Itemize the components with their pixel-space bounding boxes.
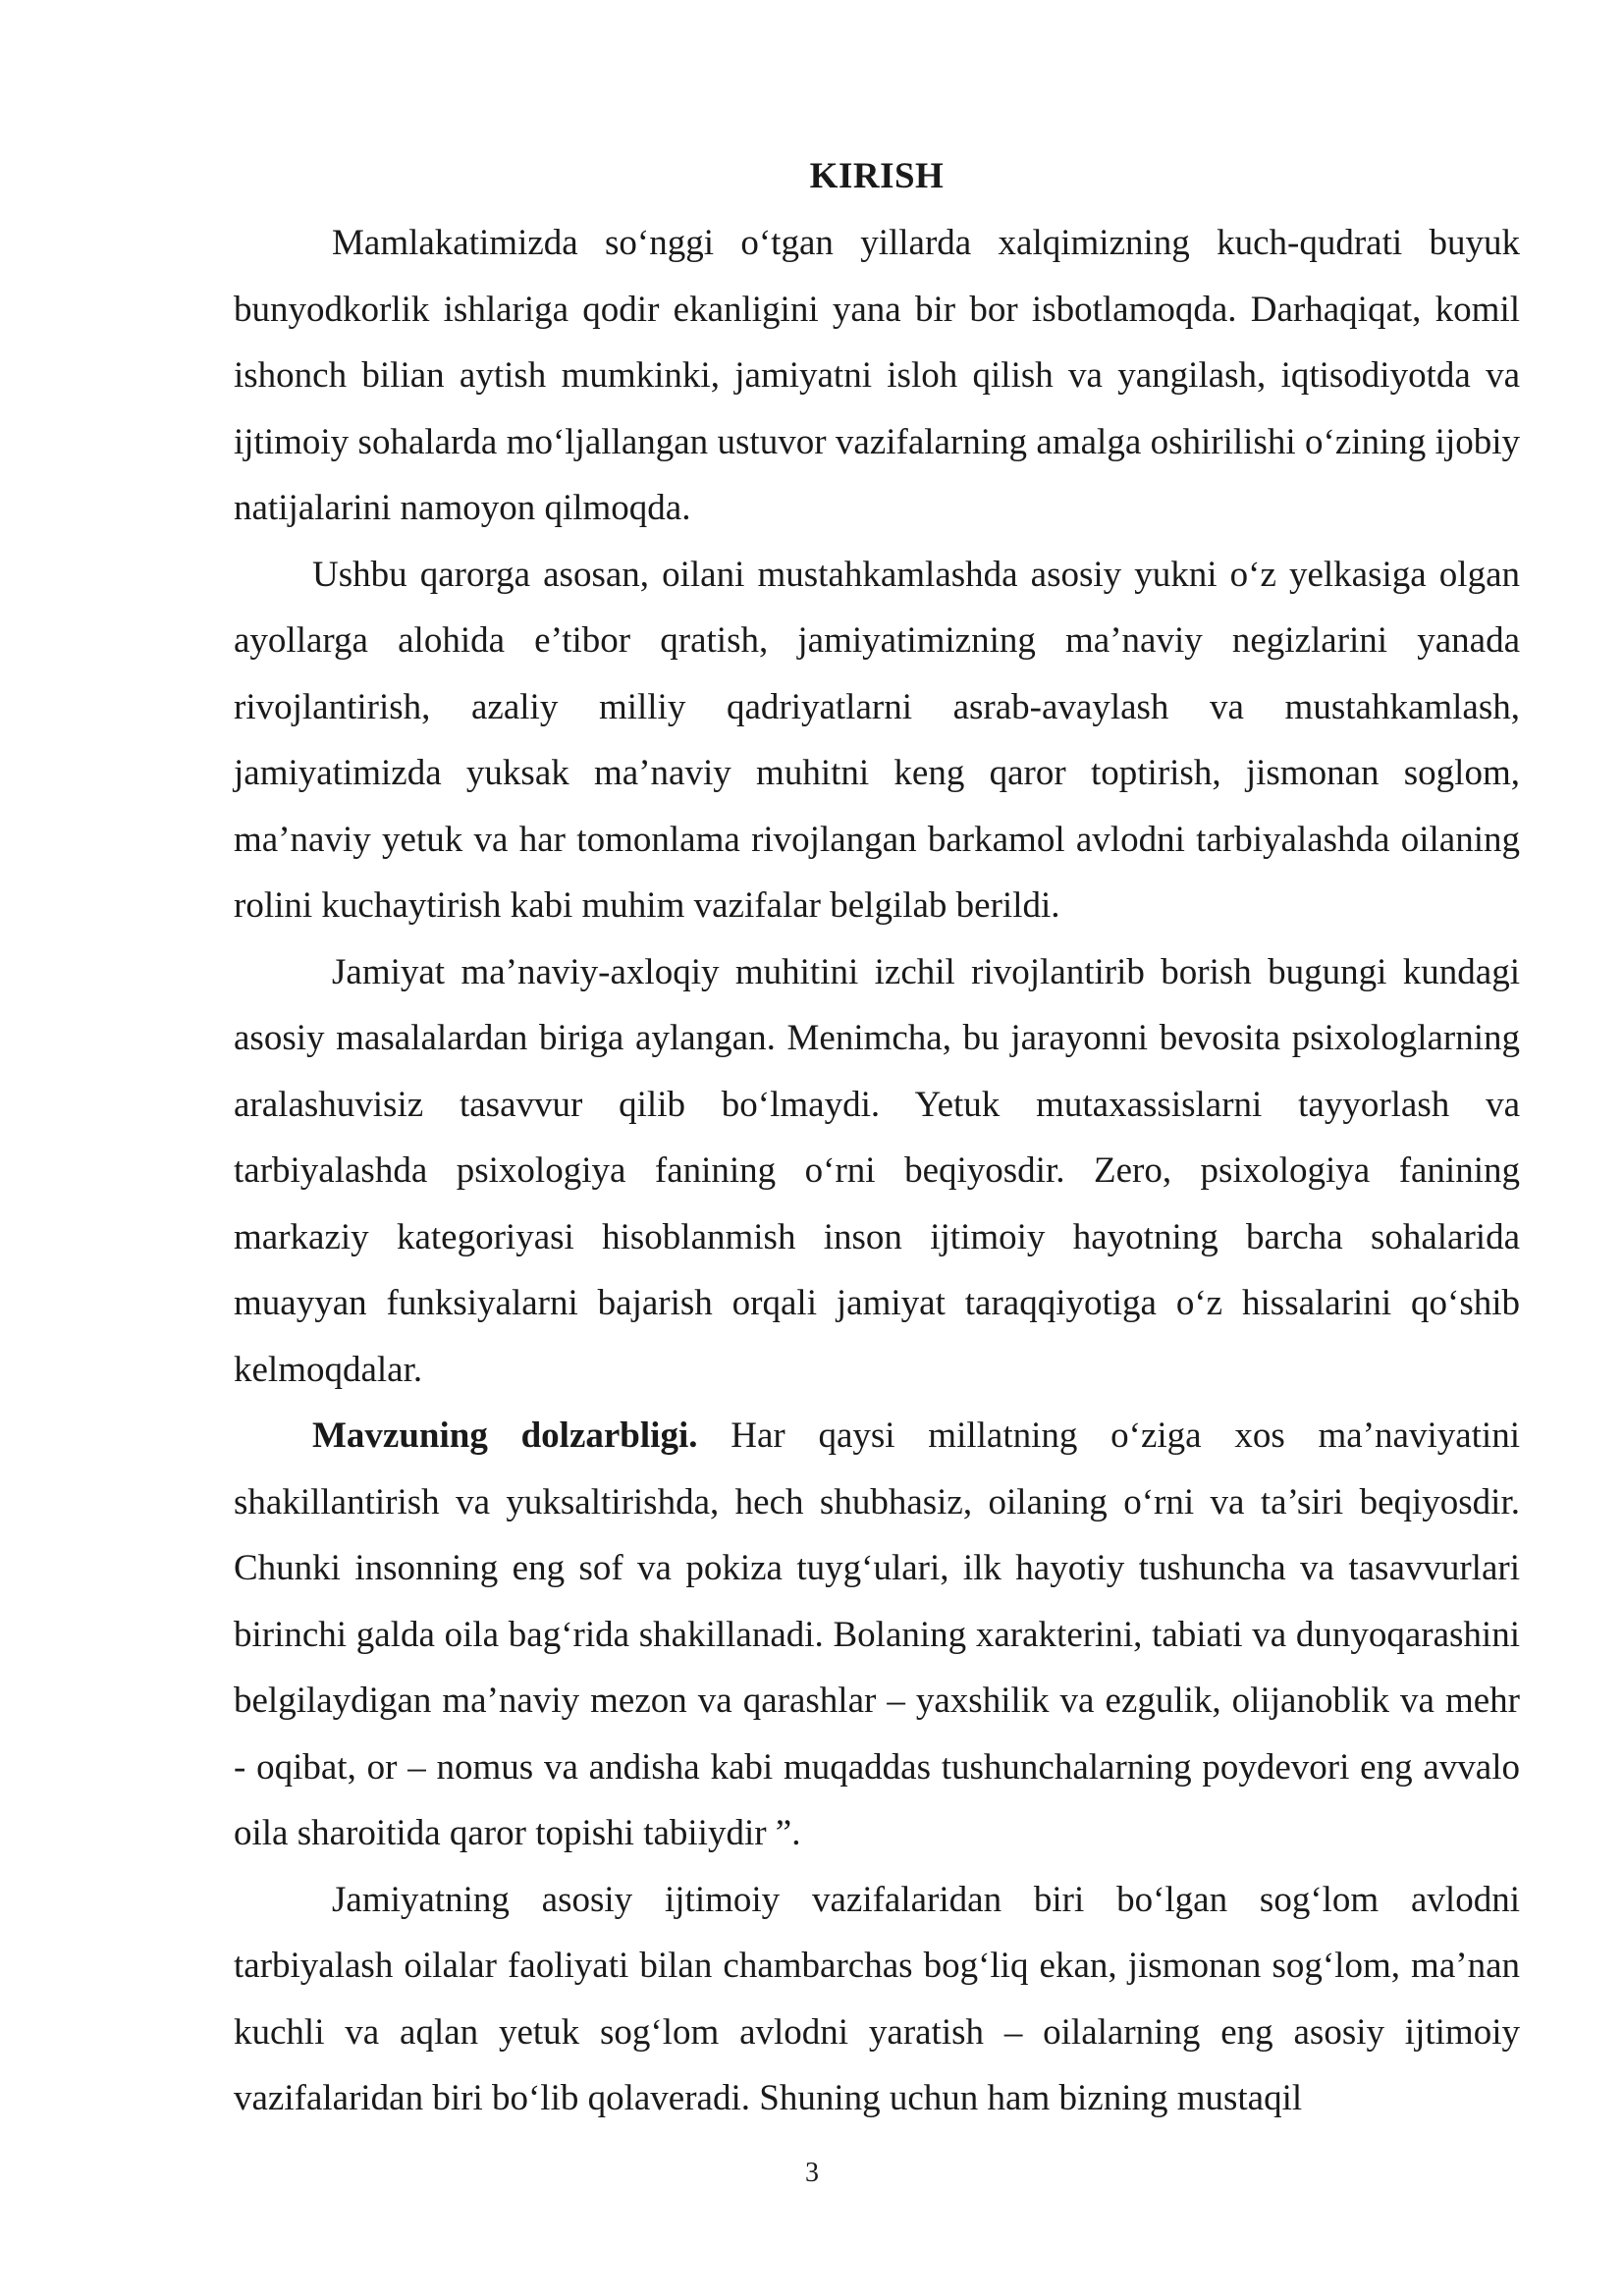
- document-page: [234, 147, 1520, 2132]
- paragraph-text: Mamlakatimizda so‘nggi o‘tgan yillarda xalqimizning kuch-qudrati buyuk bunyodkorlik ishlariga qodir ekanligini yana bir bor isbotlamoqda. Darhaqiqat, komil ishonch bilian aytish mumkinki, jamiyatni isloh qilish va yangilash, iqtisodiyotda va ijtimoiy sohalarda mo‘ljallangan ustuvor vazifalarning amalga oshirilishi o‘zining ijobiy natijalarini namoyon qilmoqda.: [234, 223, 1520, 528]
- paragraph-society: [234, 939, 1520, 1404]
- paragraph-text: Jamiyatning asosiy ijtimoiy vazifalaridan biri bo‘lgan sog‘lom avlodni tarbiyalash oilalar faoliyati bilan chambarchas bog‘liq ekan, jismonan sog‘lom, ma’nan kuchli va aqlan yetuk sog‘lom avlodni yaratish – oilalarning eng asosiy ijtimoiy vazifalaridan biri bo‘lib qolaveradi. Shuning uchun ham bizning mustaqil: [234, 1879, 1520, 2118]
- paragraph-intro: [234, 210, 1520, 542]
- paragraph-text: Ushbu qarorga asosan, oilani mustahkamlashda asosiy yukni o‘z yelkasiga olgan ayollarga alohida e’tibor qratish, jamiyatimizning ma’naviy negizlarini yanada rivojlantirish, azaliy milliy qadriyatlarni asrab-avaylash va mustahkamlash, jamiyatimizda yuksak ma’naviy muhitni keng qaror toptirish, jismonan soglom, ma’naviy yetuk va har tomonlama rivojlangan barkamol avlodni tarbiyalashda oilaning rolini kuchaytirish kabi muhim vazifalar belgilab berildi.: [234, 554, 1520, 926]
- paragraph-healthy-generation: [234, 1867, 1520, 2132]
- paragraph-text: Har qaysi millatning o‘ziga xos ma’naviyatini shakillantirish va yuksaltirishda, hech shubhasiz, oilaning o‘rni va ta’siri beqiyosdir. Chunki insonning eng sof va pokiza tuyg‘ulari, ilk hayotiy tushuncha va tasavvurlari birinchi galda oila bag‘rida shakillanadi. Bolaning xarakterini, tabiati va dunyoqarashini belgilaydigan ma’naviy mezon va qarashlar – yaxshilik va ezgulik, olijanoblik va mehr - oqibat, or – nomus va andisha kabi muqaddas tushunchalarning poydevori eng avvalo oila sharoitida qaror topishi tabiiydir ”.: [234, 1415, 1520, 1853]
- relevance-heading: Mavzuning dolzarbligi.: [312, 1415, 698, 1456]
- paragraph-decree: [234, 542, 1520, 939]
- paragraph-text: Jamiyat ma’naviy-axloqiy muhitini izchil rivojlantirib borish bugungi kundagi asosiy masalalardan biriga aylangan. Menimcha, bu jarayonni bevosita psixologlarning aralashuvisiz tasavvur qilib bo‘lmaydi. Yetuk mutaxassislarni tayyorlash va tarbiyalashda psixologiya fanining o‘rni beqiyosdir. Zero, psixologiya fanining markaziy kategoriyasi hisoblanmish inson ijtimoiy hayotning barcha sohalarida muayyan funksiyalarni bajarish orqali jamiyat taraqqiyotiga o‘z hissalarini qo‘shib kelmoqdalar.: [234, 951, 1520, 1390]
- document-title: KIRISH: [809, 156, 945, 196]
- paragraph-relevance: [234, 1403, 1520, 1867]
- page-number: 3: [805, 2158, 819, 2188]
